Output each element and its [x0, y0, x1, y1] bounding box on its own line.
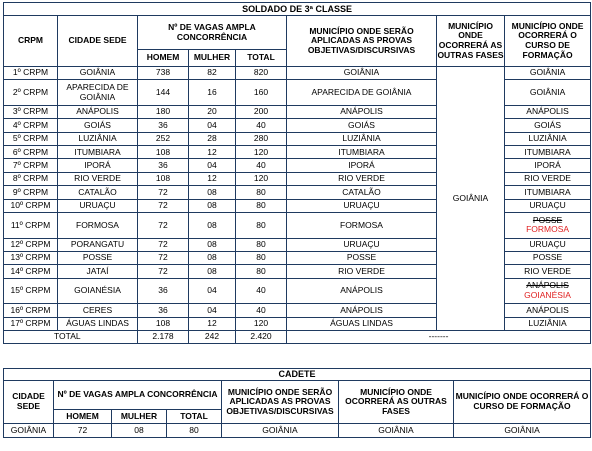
cell-cidade: ANÁPOLIS: [58, 105, 138, 118]
cell-curso: ITUMBIARA: [505, 146, 591, 159]
cell-provas: IPORÁ: [287, 159, 437, 172]
cell-crpm: 11º CRPM: [4, 213, 58, 239]
cell-homem: 108: [138, 146, 189, 159]
cell-total: 120: [236, 317, 287, 330]
cell-provas: URUAÇU: [287, 199, 437, 212]
soldado-title: SOLDADO DE 3ª CLASSE: [4, 3, 591, 16]
cell-cidade: GOIANÉSIA: [58, 278, 138, 304]
cell-total: 200: [236, 105, 287, 118]
total-homem: 2.178: [138, 330, 189, 343]
corrected-text: FORMOSA: [526, 224, 570, 235]
cell-mulher: 04: [189, 159, 236, 172]
header-homem: HOMEM: [54, 410, 112, 424]
cell-curso: RIO VERDE: [505, 172, 591, 185]
cell-curso: RIO VERDE: [505, 265, 591, 278]
cell-crpm: 6º CRPM: [4, 146, 58, 159]
cell-homem: 72: [138, 199, 189, 212]
cell-cidade: CERES: [58, 304, 138, 317]
cell-curso: GOIÂNIA: [505, 67, 591, 80]
header-cidade-sede: CIDADE SEDE: [4, 381, 54, 424]
cell-homem: 108: [138, 317, 189, 330]
cell-cidade: FORMOSA: [58, 213, 138, 239]
cell-curso: LUZIÂNIA: [505, 132, 591, 145]
cell-crpm: 14º CRPM: [4, 265, 58, 278]
cell-curso: LUZIÂNIA: [505, 317, 591, 330]
cell-crpm: 3º CRPM: [4, 105, 58, 118]
cell-homem: 36: [138, 159, 189, 172]
total-mulher: 242: [189, 330, 236, 343]
cell-homem: 36: [138, 304, 189, 317]
cell-total: 40: [236, 159, 287, 172]
cell-cidade: GOIÁS: [58, 119, 138, 132]
cell-mulher: 04: [189, 119, 236, 132]
cell-crpm: 4º CRPM: [4, 119, 58, 132]
cell-mulher: 08: [112, 424, 167, 438]
cell-cidade: ITUMBIARA: [58, 146, 138, 159]
total-label: TOTAL: [4, 330, 138, 343]
cell-mulher: 04: [189, 278, 236, 304]
cell-crpm: 15º CRPM: [4, 278, 58, 304]
cell-crpm: 16º CRPM: [4, 304, 58, 317]
header-provas: MUNICÍPIO ONDE SERÃO APLICADAS AS PROVAS OBJETIVAS/DISCURSIVAS: [287, 16, 437, 67]
cell-mulher: 04: [189, 304, 236, 317]
cell-mulher: 28: [189, 132, 236, 145]
soldado-table: [3, 2, 591, 344]
cell-cidade: RIO VERDE: [58, 172, 138, 185]
cell-provas: GOIÁS: [287, 119, 437, 132]
cell-cidade: PORANGATU: [58, 238, 138, 251]
cell-crpm: 5º CRPM: [4, 132, 58, 145]
cell-total: 40: [236, 278, 287, 304]
header-mulher: MULHER: [189, 50, 236, 67]
cell-total: 80: [236, 251, 287, 264]
cell-cidade: GOIÂNIA: [58, 67, 138, 80]
cell-curso-corrected: [505, 278, 591, 304]
cell-homem: 72: [138, 213, 189, 239]
cell-cidade: IPORÁ: [58, 159, 138, 172]
header-vagas: Nº DE VAGAS AMPLA CONCORRÊNCIA: [54, 381, 222, 410]
header-curso: MUNICÍPIO ONDE OCORRERÁ O CURSO DE FORMAÇÃO: [505, 16, 591, 67]
total-total: 2.420: [236, 330, 287, 343]
cell-total: 40: [236, 304, 287, 317]
cell-curso: IPORÁ: [505, 159, 591, 172]
cell-mulher: 12: [189, 146, 236, 159]
header-mulher: MULHER: [112, 410, 167, 424]
cell-provas: LUZIÂNIA: [287, 132, 437, 145]
cell-crpm: 12º CRPM: [4, 238, 58, 251]
cell-crpm: 2º CRPM: [4, 80, 58, 106]
cell-mulher: 20: [189, 105, 236, 118]
cell-provas: RIO VERDE: [287, 172, 437, 185]
cell-outras-fases: GOIÂNIA: [437, 67, 505, 331]
cell-mulher: 08: [189, 213, 236, 239]
cell-provas: ANÁPOLIS: [287, 105, 437, 118]
cell-curso: URUAÇU: [505, 199, 591, 212]
header-total: TOTAL: [167, 410, 222, 424]
cell-crpm: 8º CRPM: [4, 172, 58, 185]
cell-homem: 72: [54, 424, 112, 438]
cell-homem: 144: [138, 80, 189, 106]
cell-provas: GOIÂNIA: [287, 67, 437, 80]
cell-curso: GOIÂNIA: [454, 424, 591, 438]
cell-provas: ÁGUAS LINDAS: [287, 317, 437, 330]
cell-homem: 738: [138, 67, 189, 80]
header-cidade-sede: CIDADE SEDE: [58, 16, 138, 67]
cell-curso: GOIÁS: [505, 119, 591, 132]
table-row: [4, 67, 591, 80]
cell-curso: ITUMBIARA: [505, 186, 591, 199]
cell-homem: 72: [138, 251, 189, 264]
header-crpm: CRPM: [4, 16, 58, 67]
cell-total: 40: [236, 119, 287, 132]
cell-cidade: CATALÃO: [58, 186, 138, 199]
cell-mulher: 16: [189, 80, 236, 106]
cell-total: 160: [236, 80, 287, 106]
cell-mulher: 08: [189, 251, 236, 264]
cell-curso-corrected: [505, 213, 591, 239]
cell-total: 80: [236, 186, 287, 199]
cell-mulher: 08: [189, 265, 236, 278]
cell-mulher: 82: [189, 67, 236, 80]
cell-total: 80: [236, 213, 287, 239]
cell-mulher: 08: [189, 186, 236, 199]
cell-outras-fases: GOIÂNIA: [339, 424, 454, 438]
cell-cidade: URUAÇU: [58, 199, 138, 212]
header-curso: MUNICÍPIO ONDE OCORRERÁ O CURSO DE FORMAÇÃO: [454, 381, 591, 424]
table-row: [4, 424, 591, 438]
cell-provas: RIO VERDE: [287, 265, 437, 278]
cell-provas: ANÁPOLIS: [287, 278, 437, 304]
struck-text: ANÁPOLIS: [526, 280, 569, 291]
struck-text: POSSE: [532, 214, 563, 225]
cell-homem: 72: [138, 238, 189, 251]
cell-homem: 72: [138, 186, 189, 199]
header-total: TOTAL: [236, 50, 287, 67]
cadete-table: [3, 368, 591, 438]
cell-mulher: 08: [189, 199, 236, 212]
cell-provas: GOIÂNIA: [222, 424, 339, 438]
cell-total: 120: [236, 146, 287, 159]
cell-cidade: JATAÍ: [58, 265, 138, 278]
corrected-text: GOIANÉSIA: [524, 289, 571, 300]
cell-crpm: 13º CRPM: [4, 251, 58, 264]
cell-total: 820: [236, 67, 287, 80]
cell-homem: 36: [138, 119, 189, 132]
cell-provas: FORMOSA: [287, 213, 437, 239]
cell-provas: CATALÃO: [287, 186, 437, 199]
total-dashes: -------: [287, 330, 591, 343]
cell-curso: GOIÂNIA: [505, 80, 591, 106]
cell-total: 80: [236, 238, 287, 251]
cell-total: 120: [236, 172, 287, 185]
total-row: [4, 330, 591, 343]
cell-provas: ANÁPOLIS: [287, 304, 437, 317]
cell-provas: POSSE: [287, 251, 437, 264]
cell-provas: APARECIDA DE GOIÂNIA: [287, 80, 437, 106]
cell-total: 80: [167, 424, 222, 438]
cell-total: 80: [236, 199, 287, 212]
cell-crpm: 9º CRPM: [4, 186, 58, 199]
cell-cidade: ÁGUAS LINDAS: [58, 317, 138, 330]
cadete-title: CADETE: [4, 369, 591, 381]
cell-curso: POSSE: [505, 251, 591, 264]
cell-curso: ANÁPOLIS: [505, 304, 591, 317]
cell-homem: 252: [138, 132, 189, 145]
cell-homem: 36: [138, 278, 189, 304]
cell-mulher: 08: [189, 238, 236, 251]
header-provas: MUNICÍPIO ONDE SERÃO APLICADAS AS PROVAS OBJETIVAS/DISCURSIVAS: [222, 381, 339, 424]
cell-homem: 180: [138, 105, 189, 118]
cell-curso: ANÁPOLIS: [505, 105, 591, 118]
cell-cidade: POSSE: [58, 251, 138, 264]
cell-total: 280: [236, 132, 287, 145]
header-vagas: Nº DE VAGAS AMPLA CONCORRÊNCIA: [138, 16, 287, 50]
cell-crpm: 1º CRPM: [4, 67, 58, 80]
cell-homem: 72: [138, 265, 189, 278]
cell-crpm: 10º CRPM: [4, 199, 58, 212]
header-outras-fases: MUNICÍPIO ONDE OCORRERÁ AS OUTRAS FASES: [437, 16, 505, 67]
cell-total: 80: [236, 265, 287, 278]
cell-provas: ITUMBIARA: [287, 146, 437, 159]
cell-crpm: 17º CRPM: [4, 317, 58, 330]
cell-crpm: 7º CRPM: [4, 159, 58, 172]
cell-mulher: 12: [189, 172, 236, 185]
header-homem: HOMEM: [138, 50, 189, 67]
header-outras-fases: MUNICÍPIO ONDE OCORRERÁ AS OUTRAS FASES: [339, 381, 454, 424]
cell-homem: 108: [138, 172, 189, 185]
cell-mulher: 12: [189, 317, 236, 330]
cell-cidade: LUZIÂNIA: [58, 132, 138, 145]
cell-cidade: GOIÂNIA: [4, 424, 54, 438]
cell-curso: URUAÇU: [505, 238, 591, 251]
cell-cidade: APARECIDA DE GOIÂNIA: [58, 80, 138, 106]
cell-provas: URUAÇU: [287, 238, 437, 251]
